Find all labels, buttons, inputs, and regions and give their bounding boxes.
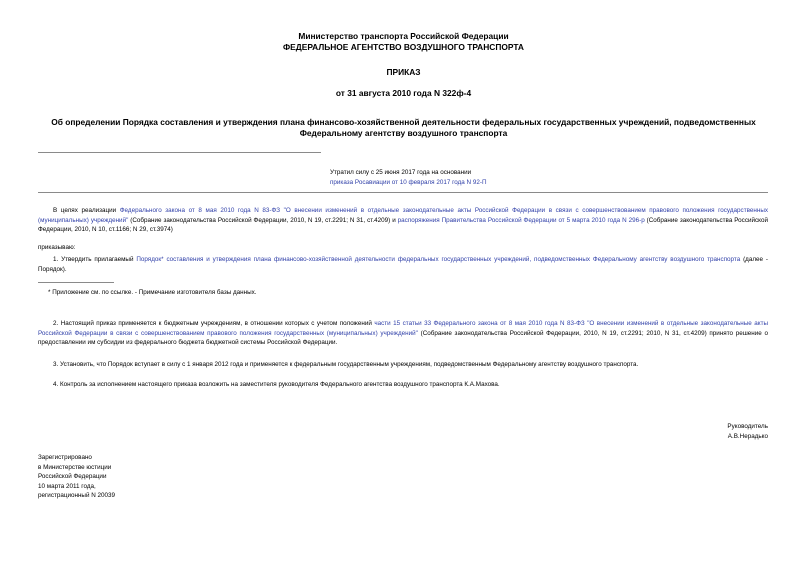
registration-line-1: Зарегистрировано	[38, 454, 92, 461]
item-2-text-2: (Собрание законодательства Российской Федерации, 2010, N 19, ст.2291; 2010, N 31, ст.4209) принято решение о предоставлении им субсидии из федерального бюджета бюджетной системы Российской Федерации.	[38, 329, 768, 347]
signer-name: А.В.Нерадько	[727, 433, 768, 440]
footnote-divider	[38, 282, 114, 283]
registration-line-4: 10 марта 2011 года,	[38, 482, 96, 490]
status-note-text: Утратил силу с 25 июня 2017 года на основании	[330, 169, 472, 176]
item-4: 4. Контроль за исполнением настоящего приказа возложить на заместителя руководителя Федерального агентства воздушного транспорта К.А.Махова.	[53, 381, 500, 388]
agency-name: ФЕДЕРАЛЬНОЕ АГЕНТСТВО ВОЗДУШНОГО ТРАНСПОРТА	[283, 42, 524, 52]
order-word: приказываю:	[38, 244, 76, 251]
item-1	[38, 255, 768, 274]
divider-line	[38, 152, 321, 153]
divider-line-full	[38, 192, 768, 193]
registration-line-3: Российской Федерации	[38, 473, 107, 481]
signer-position: Руководитель	[727, 423, 768, 430]
document-date: от 31 августа 2010 года N 322ф-4	[335, 88, 472, 98]
intro-paragraph	[38, 206, 768, 235]
federal-law-link[interactable]: Федерального закона от 8 мая 2010 года N 83-ФЗ "О внесении изменений в отдельные законодательные акты Российской Федерации в связи с совершенствованием правового положения государственных (муниципальных) учреждений"	[38, 207, 768, 224]
document-title: Об определении Порядка составления и утверждения плана финансово-хозяйственной деятельности федеральных государственных учреждений, подведомственных Федеральному агентству воздушного транспорта	[51, 117, 756, 138]
item-1-text-1: 1. Утвердить прилагаемый	[53, 256, 137, 263]
intro-text-1: В целях реализации	[53, 207, 120, 214]
procedure-link[interactable]: Порядок* составления и утверждения плана финансово-хозяйственной деятельности федеральных государственных учреждений, подведомственных Федеральному агентству воздушного транспорта	[136, 256, 741, 263]
ministry-name: Министерство транспорта Российской Федерации	[298, 31, 509, 41]
government-order-link[interactable]: распоряжения Правительства Российской Федерации от 5 марта 2010 года N 296-р	[397, 216, 645, 224]
registration-block	[38, 453, 238, 501]
intro-text-3: (Собрание законодательства Российской Федерации, 2010, N 10, ст.1166; N 29, ст.3974)	[38, 216, 769, 234]
item-3: 3. Установить, что Порядок вступает в силу с 1 января 2012 года и применяется к федеральным государственным учреждениям, подведомственным Федеральному агентству воздушного транспорта.	[53, 361, 639, 368]
item-2-text-1: 2. Настоящий приказ применяется к бюджетным учреждениям, в отношении которых с учетом положений	[53, 320, 375, 327]
footnote: * Приложение см. по ссылке. - Примечание изготовителя базы данных.	[48, 289, 257, 296]
document-type: ПРИКАЗ	[386, 67, 421, 77]
status-note	[330, 168, 570, 188]
intro-text-2: (Собрание законодательства Российской Федерации, 2010, N 19, ст.2291; N 31, ст.4209) и	[128, 216, 398, 224]
registration-line-5: регистрационный N 20039	[38, 492, 116, 500]
item-1-text-2: (далее - Порядок).	[38, 256, 768, 273]
status-note-link[interactable]: приказа Росавиации от 10 февраля 2017 года N 92-П	[330, 179, 487, 186]
item-2	[38, 319, 768, 348]
law-article-link[interactable]: части 15 статьи 33 Федерального закона от 8 мая 2010 года N 83-ФЗ "О внесении изменений в отдельные законодательные акты Российской Федерации в связи с совершенствованием правового положения государственных (муниципальных) учреждений"	[38, 320, 768, 337]
registration-line-2: в Министерстве юстиции	[38, 463, 112, 471]
signature-block	[680, 422, 768, 442]
